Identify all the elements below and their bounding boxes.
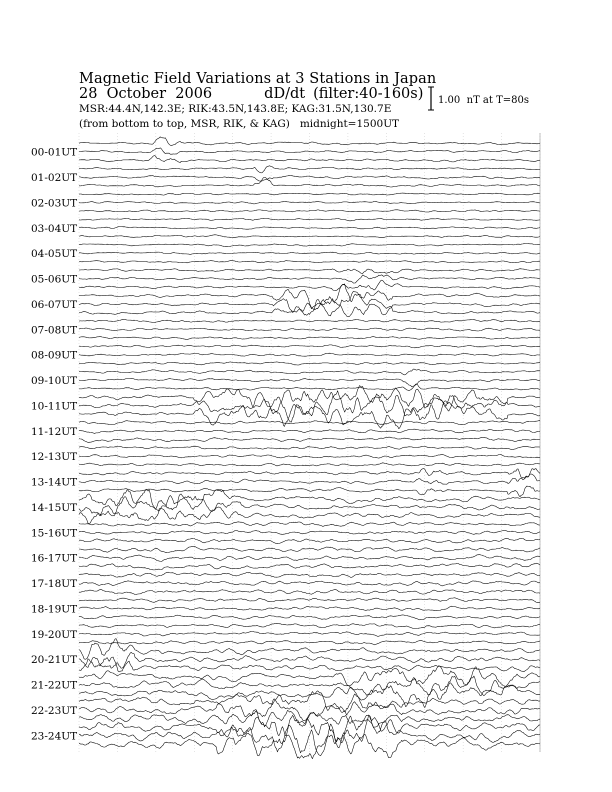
trace-kag-hour-8: [79, 345, 540, 348]
trace-rik-hour-8: [79, 353, 540, 356]
trace-order-note: (from bottom to top, MSR, RIK, & KAG): [79, 118, 290, 130]
trace-rik-hour-20: [79, 652, 540, 668]
trace-msr-hour-14: [79, 507, 540, 524]
trace-kag-hour-12: [79, 446, 540, 450]
hour-label: 10-11UT: [31, 400, 78, 413]
hour-label: 15-16UT: [31, 527, 78, 540]
trace-rik-hour-18: [79, 606, 540, 610]
trace-kag-hour-14: [79, 489, 540, 511]
trace-msr-hour-19: [79, 641, 540, 645]
midnight-note: midnight=1500UT: [299, 118, 400, 130]
traces: [79, 137, 540, 759]
hour-label: 08-09UT: [31, 349, 78, 362]
hour-label: 01-02UT: [31, 172, 78, 185]
date-label: 28 October 2006: [79, 86, 213, 102]
hour-label: 14-15UT: [31, 501, 78, 514]
hour-label: 07-08UT: [31, 324, 78, 337]
trace-rik-hour-16: [79, 555, 540, 562]
hour-label: 17-18UT: [31, 578, 78, 591]
scale-bar: [428, 87, 434, 110]
trace-kag-hour-4: [79, 244, 540, 247]
trace-kag-hour-0: [79, 137, 540, 146]
station-coordinates: MSR:44.4N,142.3E; RIK:43.5N,143.8E; KAG:31.5N,130.7E: [79, 103, 392, 115]
hour-grid: [79, 133, 540, 752]
hour-label: 09-10UT: [31, 375, 78, 388]
quantity-label: dD/dt: [264, 86, 306, 102]
hour-label: 06-07UT: [31, 298, 78, 311]
trace-kag-hour-15: [79, 522, 540, 527]
trace-rik-hour-11: [79, 429, 540, 433]
trace-rik-hour-19: [79, 632, 540, 637]
hour-label: 19-20UT: [31, 628, 78, 641]
chart-title: Magnetic Field Variations at 3 Stations in Japan: [79, 71, 437, 87]
scale-bar-label: 1.00 nT at T=80s: [438, 95, 529, 106]
trace-kag-hour-9: [79, 369, 540, 375]
hour-label: 03-04UT: [31, 222, 78, 235]
hour-labels: [31, 147, 77, 743]
hour-label: 12-13UT: [31, 451, 78, 464]
trace-rik-hour-17: [79, 581, 540, 586]
hour-label: 22-23UT: [31, 704, 78, 717]
trace-msr-hour-0: [79, 156, 540, 163]
hour-label: 02-03UT: [31, 197, 78, 210]
filter-label: (filter:40-160s): [313, 86, 424, 102]
hour-label: 20-21UT: [31, 654, 78, 667]
hour-label: 13-14UT: [31, 476, 78, 489]
hour-label: 21-22UT: [31, 679, 78, 692]
hour-label: 05-06UT: [31, 273, 78, 286]
hour-label: 23-24UT: [31, 730, 78, 743]
trace-msr-hour-5: [79, 280, 540, 290]
hour-label: 00-01UT: [31, 146, 78, 159]
hour-label: 04-05UT: [31, 248, 78, 261]
trace-rik-hour-5: [79, 275, 540, 283]
hour-label: 16-17UT: [31, 552, 78, 565]
hour-label: 18-19UT: [31, 603, 78, 616]
hour-label: 11-12UT: [31, 425, 78, 438]
trace-rik-hour-14: [79, 494, 540, 516]
trace-msr-hour-9: [79, 384, 540, 391]
